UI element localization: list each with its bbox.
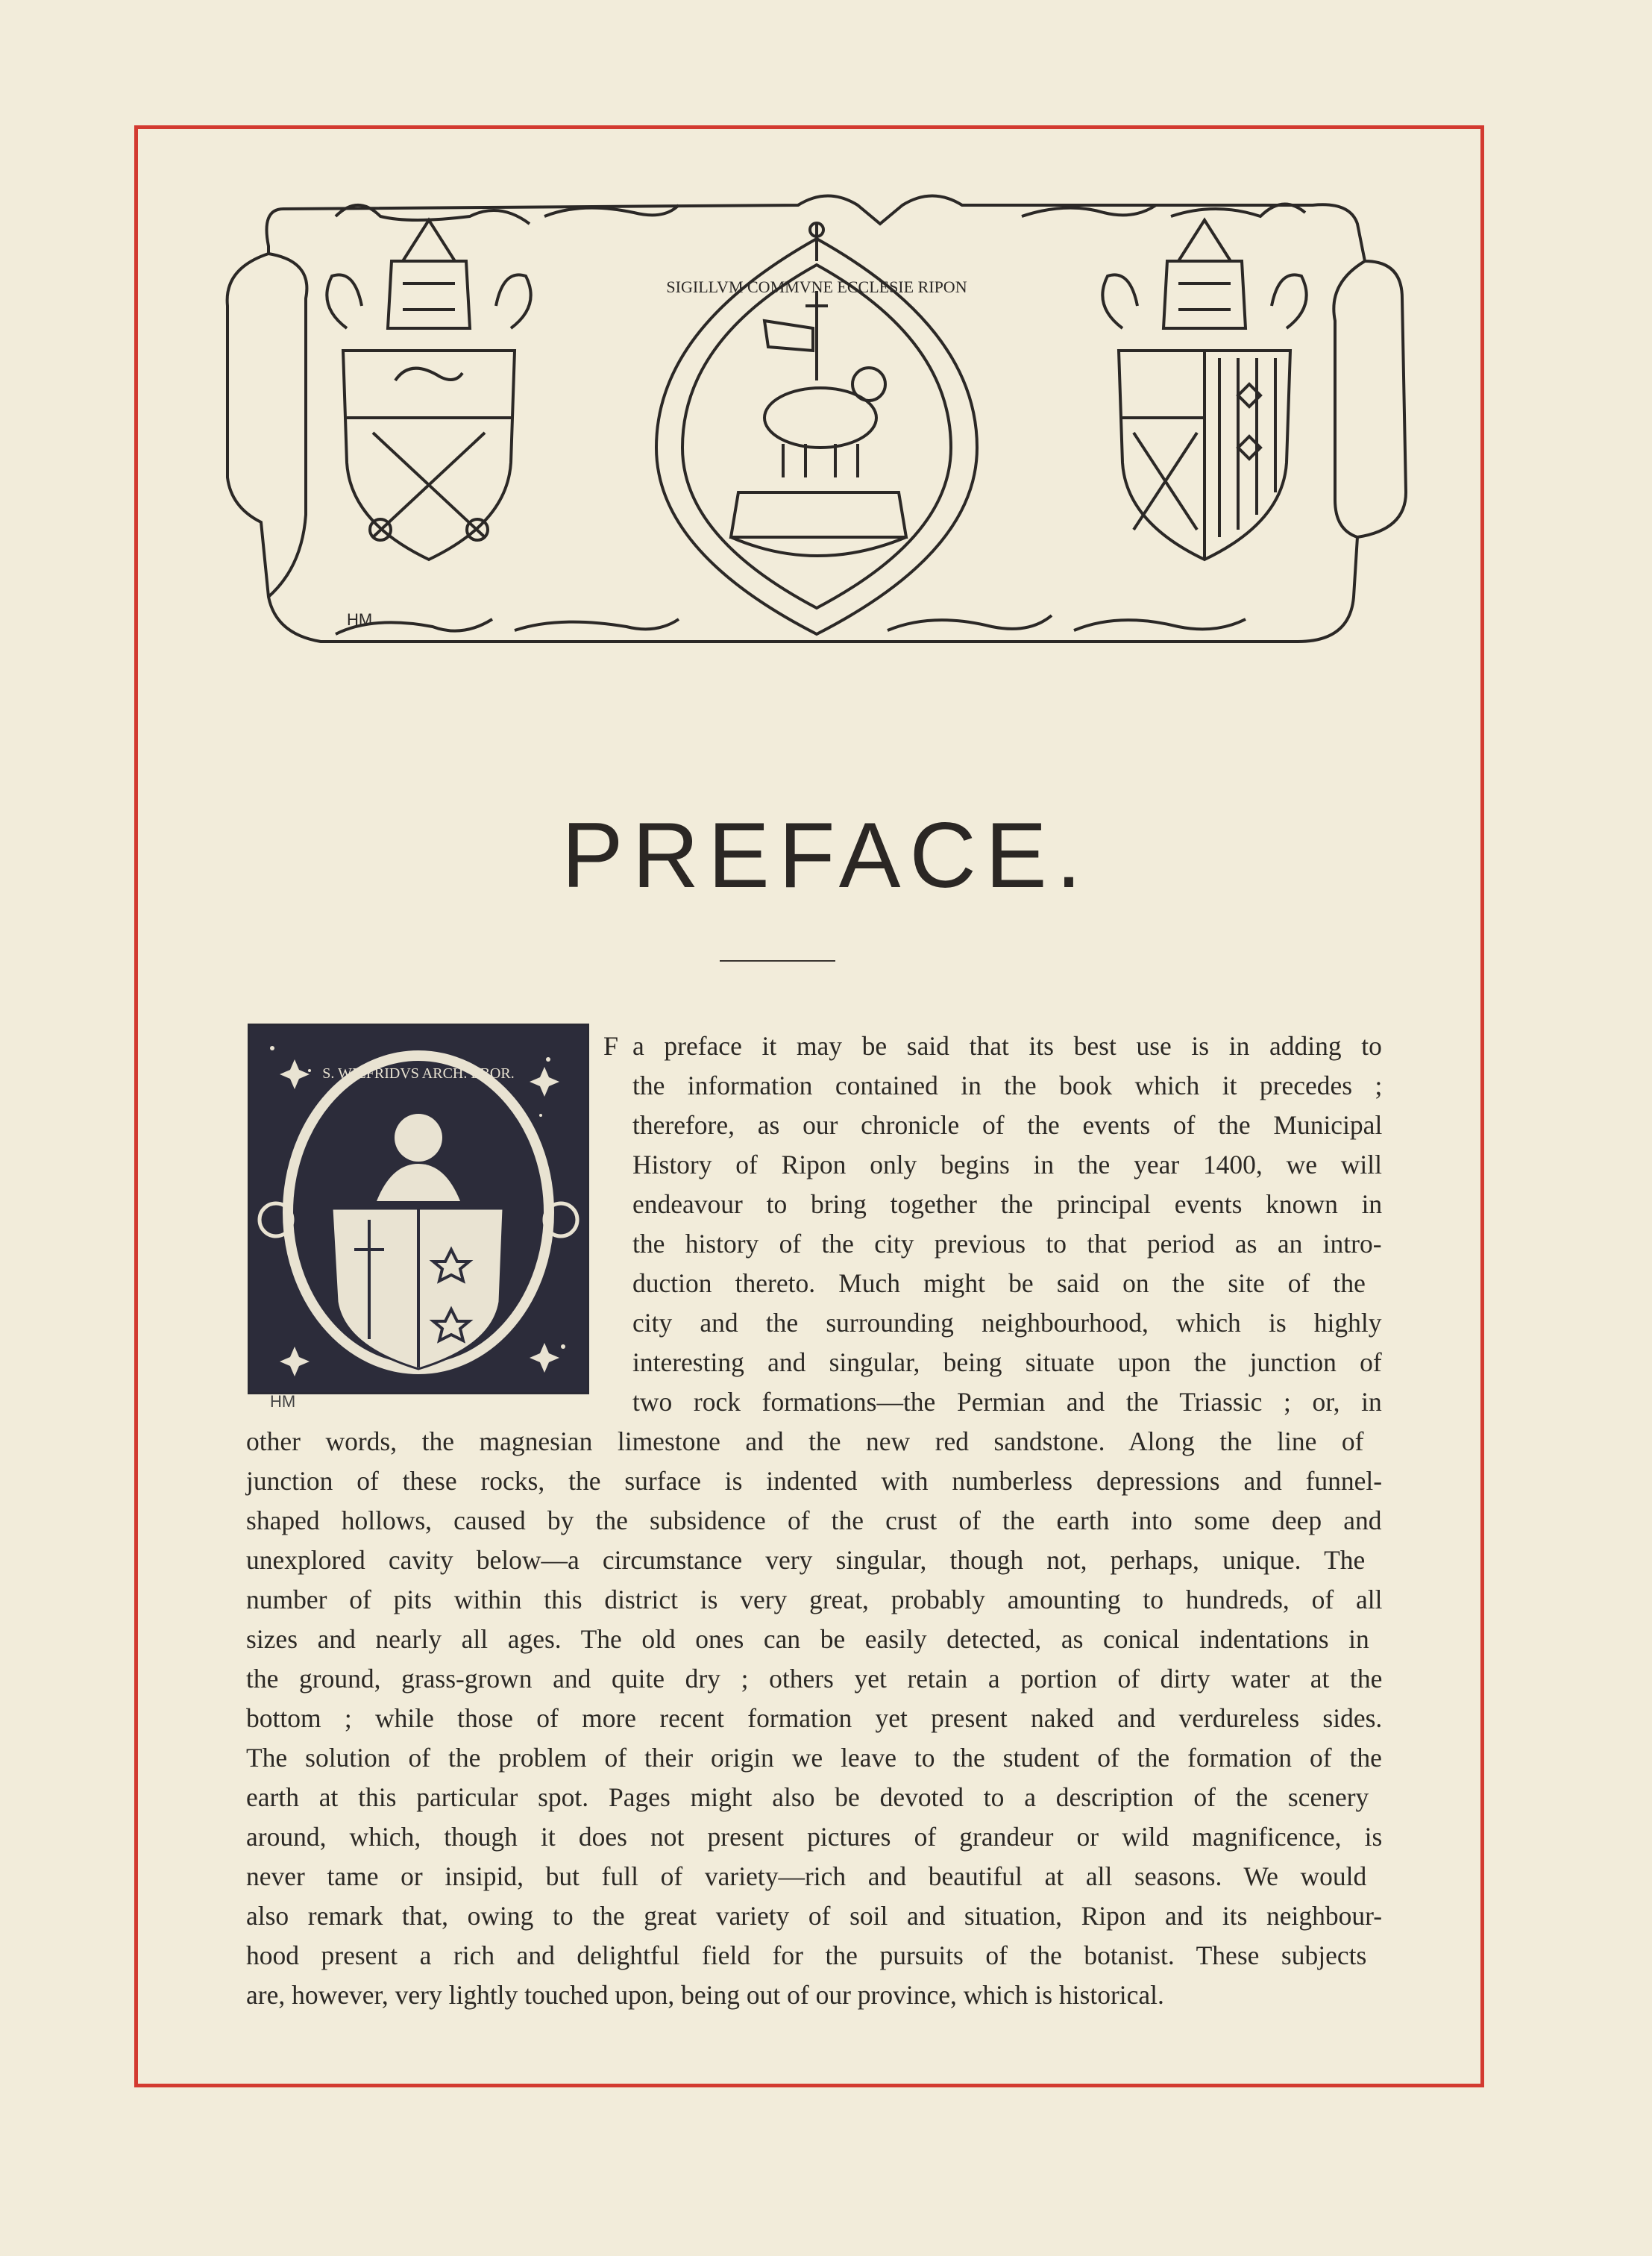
mitre-shield-left-icon — [327, 220, 530, 560]
text-line: also remark that, owing to the great variety of soil and situation, Ripon and its neighbour- — [246, 1901, 1383, 1931]
lamb-seal-icon — [656, 224, 977, 634]
title-rule — [720, 960, 835, 962]
text-line: around, which, though it does not present pictures of grandeur or wild magnificence, is — [246, 1822, 1383, 1852]
initial-o-wilfrid-icon — [250, 1026, 587, 1392]
header-ornament — [216, 179, 1417, 753]
text-line: the information contained in the book which it precedes ; — [632, 1071, 1383, 1100]
text-line: interesting and singular, being situate upon the junction of — [632, 1347, 1382, 1377]
header-monogram: HM — [347, 610, 373, 629]
text-line: junction of these rocks, the surface is indented with numberless depressions and funnel- — [246, 1466, 1383, 1496]
text-line: a preface it may be said that its best use is in adding to — [632, 1031, 1382, 1061]
text-line: other words, the magnesian limestone and the new red sandstone. Along the line of — [246, 1426, 1364, 1456]
text-line: shaped hollows, caused by the subsidence of the crust of the earth into some deep and — [246, 1505, 1382, 1535]
text-line: the history of the city previous to that period as an intro- — [632, 1229, 1382, 1259]
text-line: History of Ripon only begins in the year 1400, we will — [632, 1150, 1382, 1179]
text-line: The solution of the problem of their origin we leave to the student of the formation of the — [246, 1743, 1382, 1773]
text-line: two rock formations—the Permian and the Triassic ; or, in — [632, 1387, 1382, 1417]
text-line: duction thereto. Much might be said on the site of the — [632, 1268, 1366, 1298]
initial-monogram: HM — [270, 1392, 296, 1411]
text-line: number of pits within this district is very great, probably amounting to hundreds, of all — [246, 1585, 1383, 1614]
text-line: therefore, as our chronicle of the events of the Municipal — [632, 1110, 1383, 1140]
text-line: unexplored cavity below—a circumstance very singular, though not, perhaps, unique. The — [246, 1545, 1366, 1575]
text-line: endeavour to bring together the principal events known in — [632, 1189, 1383, 1219]
initial-legend: S. WILFRIDVS ARCH. EBOR. — [322, 1065, 515, 1082]
page-title: PREFACE. — [561, 804, 1091, 907]
decorated-initial — [248, 1024, 589, 1394]
text-line: earth at this particular spot. Pages might also be devoted to a description of the scenery — [246, 1782, 1369, 1812]
text-line: are, however, very lightly touched upon, being out of our province, which is historical. — [246, 1980, 1164, 2010]
text-line: sizes and nearly all ages. The old ones can be easily detected, as conical indentations in — [246, 1624, 1369, 1654]
text-line: the ground, grass-grown and quite dry ; others yet retain a portion of dirty water at the — [246, 1664, 1383, 1693]
text-line: hood present a rich and delightful field for the pursuits of the botanist. These subjects — [246, 1940, 1367, 1970]
initial-lead-letter: F — [603, 1031, 619, 1061]
seal-legend: SIGILLVM COMMVNE ECCLESIE RIPON — [666, 278, 967, 296]
text-line: city and the surrounding neighbourhood, which is highly — [632, 1308, 1382, 1338]
text-line: never tame or insipid, but full of variety—rich and beautiful at all seasons. We would — [246, 1861, 1367, 1891]
text-line: bottom ; while those of more recent formation yet present naked and verdureless sides. — [246, 1703, 1383, 1733]
mitre-shield-right-icon — [1102, 220, 1306, 560]
